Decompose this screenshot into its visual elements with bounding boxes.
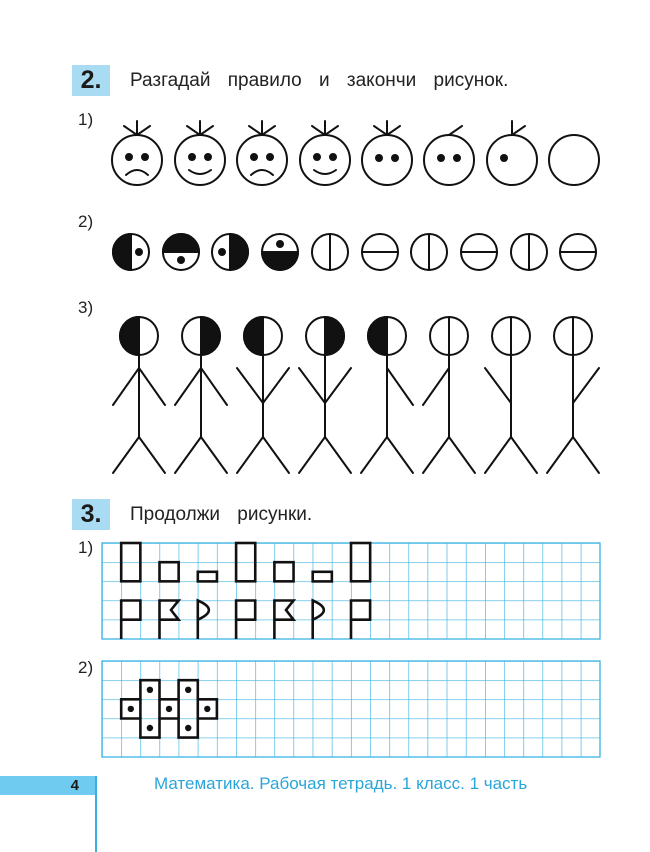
task-3-title: Продолжи рисунки. [130, 504, 313, 525]
task-3-part-2-label: 2) [78, 658, 94, 677]
book-title-footer: Математика. Рабочая тетрадь. 1 класс. 1 часть [154, 774, 528, 793]
task-3-part-1-label: 1) [78, 538, 94, 557]
task-2-part-2-label: 2) [78, 212, 94, 231]
task-2-part-3-label: 3) [78, 298, 94, 317]
task-2-number-badge: 2. [72, 65, 110, 96]
drawing-grid-2[interactable] [102, 661, 600, 757]
page-number: 4 [70, 777, 79, 794]
task-2-title: Разгадай правило и закончи рисунок. [130, 70, 509, 91]
task-2-part-1-label: 1) [78, 110, 94, 129]
task-3-number-badge: 3. [72, 499, 110, 530]
page-number-bar [0, 776, 95, 795]
page-margin-rule [95, 776, 97, 852]
drawing-grid-1[interactable] [102, 543, 600, 639]
